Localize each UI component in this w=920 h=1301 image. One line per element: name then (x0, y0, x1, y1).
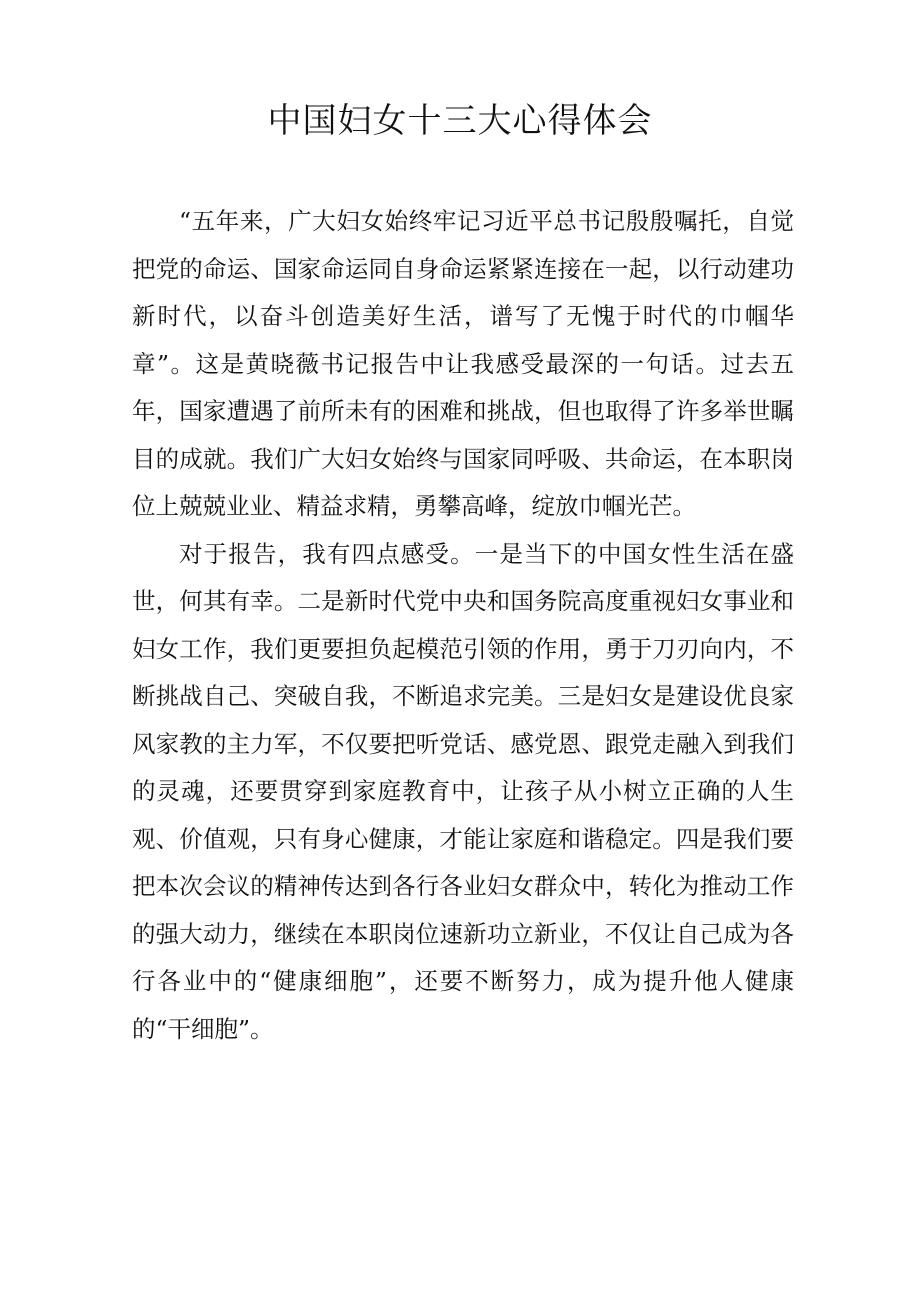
document-body (132, 198, 794, 1053)
document-title: 中国妇女十三大心得体会 (267, 101, 653, 141)
paragraph-1: “五年来，广大妇女始终牢记习近平总书记殷殷嘱托，自觉把党的命运、国家命运同自身命运紧紧连接在一起，以行动建功新时代，以奋斗创造美好生活，谱写了无愧于时代的巾帼华章”。这是黄晓薇书记报告中让我感受最深的一句话。过去五年，国家遭遇了前所未有的困难和挑战，但也取得了许多举世瞩目的成就。我们广大妇女始终与国家同呼吸、共命运，在本职岗位上兢兢业业、精益求精，勇攀高峰，绽放巾帼光芒。 (132, 207, 794, 520)
paragraph-2: 对于报告，我有四点感受。一是当下的中国女性生活在盛世，何其有幸。二是新时代党中央和国务院高度重视妇女事业和妇女工作，我们更要担负起模范引领的作用，勇于刀刃向内，不断挑战自己、突破自我，不断追求完美。三是妇女是建设优良家风家教的主力军，不仅要把听党话、感党恩、跟党走融入到我们的灵魂，还要贯穿到家庭教育中，让孩子从小树立正确的人生观、价值观，只有身心健康，才能让家庭和谐稳定。四是我们要把本次会议的精神传达到各行各业妇女群众中，转化为推动工作的强大动力，继续在本职岗位速新功立新业，不仅让自己成为各行各业中的“健康细胞”，还要不断努力，成为提升他人健康的“干细胞”。 (132, 539, 794, 1043)
